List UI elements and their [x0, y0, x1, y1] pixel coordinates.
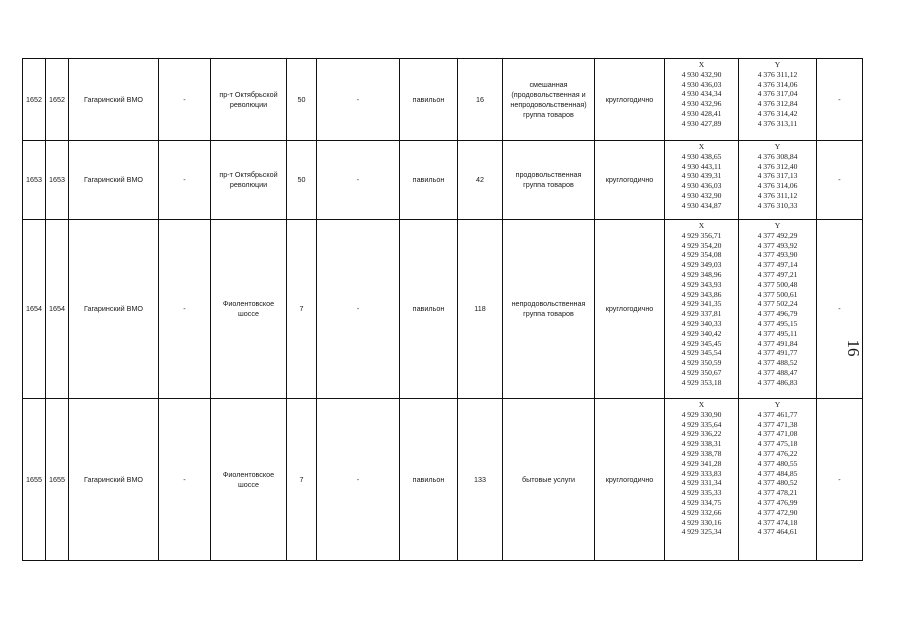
table-row: [23, 59, 863, 141]
coordinate-value: 4 929 330,16: [681, 517, 722, 527]
coordinate-value: 4 377 478,21: [757, 488, 798, 498]
coordinate-value: 4 376 314,42: [757, 108, 798, 118]
coordinate-value: 4 930 436,03: [681, 79, 722, 89]
coordinate-value: 4 929 354,08: [681, 250, 722, 260]
district-cell: Гагаринский ВМО: [69, 399, 159, 561]
coordinate-value: 4 929 338,31: [681, 439, 722, 449]
coordinate-value: 4 929 336,22: [681, 429, 722, 439]
row-number-cell: 1653: [23, 141, 46, 220]
coordinate-header: Y: [774, 142, 781, 151]
specialization-cell: непродовольственная группа товаров: [503, 220, 595, 399]
coordinate-value: 4 377 471,38: [757, 419, 798, 429]
coordinate-header: X: [698, 400, 705, 409]
address-cell: пр-т Октябрьской революции: [211, 141, 287, 220]
coordinate-value: 4 377 488,47: [757, 367, 798, 377]
empty-cell: -: [317, 399, 400, 561]
coordinate-header: Y: [774, 60, 781, 69]
coordinate-value: 4 377 493,90: [757, 250, 798, 260]
coordinates-x-cell: [665, 399, 739, 561]
coordinate-value: 4 929 341,35: [681, 299, 722, 309]
coordinate-value: 4 929 337,81: [681, 309, 722, 319]
specialization-cell: продовольственная группа товаров: [503, 141, 595, 220]
row-number-2-cell: 1655: [46, 399, 69, 561]
coordinate-value: 4 929 340,33: [681, 318, 722, 328]
coordinate-value: 4 377 464,61: [757, 527, 798, 537]
coordinate-value: 4 377 488,52: [757, 358, 798, 368]
coordinate-value: 4 377 476,22: [757, 448, 798, 458]
coordinate-value: 4 377 495,15: [757, 318, 798, 328]
coordinate-value: 4 929 349,03: [681, 260, 722, 270]
coordinate-value: 4 929 348,96: [681, 269, 722, 279]
coordinate-value: 4 377 471,08: [757, 429, 798, 439]
coordinate-value: 4 930 434,87: [681, 200, 722, 210]
coordinate-value: 4 377 475,18: [757, 439, 798, 449]
coordinate-value: 4 376 312,84: [757, 99, 798, 109]
object-type-cell: павильон: [400, 220, 458, 399]
area-cell: 42: [458, 141, 503, 220]
row-number-cell: 1655: [23, 399, 46, 561]
period-cell: круглогодично: [595, 399, 665, 561]
coordinate-value: 4 376 311,12: [757, 190, 798, 200]
table-row: [23, 141, 863, 220]
address-cell: пр-т Октябрьской революции: [211, 59, 287, 141]
coordinate-value: 4 376 312,40: [757, 161, 798, 171]
coordinate-header: Y: [774, 221, 781, 230]
coordinates-y-cell: [739, 399, 817, 561]
object-type-cell: павильон: [400, 141, 458, 220]
coordinate-value: 4 376 311,12: [757, 69, 798, 79]
coordinate-value: 4 929 343,93: [681, 279, 722, 289]
coordinate-value: 4 377 480,55: [757, 458, 798, 468]
house-number-cell: 50: [287, 59, 317, 141]
coordinates-x-cell: [665, 220, 739, 399]
coordinate-value: 4 929 338,78: [681, 448, 722, 458]
coordinate-value: 4 377 461,77: [757, 409, 798, 419]
coordinate-value: 4 929 330,90: [681, 409, 722, 419]
coordinate-value: 4 929 350,67: [681, 367, 722, 377]
coordinate-value: 4 929 340,42: [681, 328, 722, 338]
coordinate-value: 4 930 443,11: [681, 161, 722, 171]
coordinate-value: 4 377 480,52: [757, 478, 798, 488]
district-cell: Гагаринский ВМО: [69, 220, 159, 399]
empty-cell: -: [159, 141, 211, 220]
object-type-cell: павильон: [400, 59, 458, 141]
coordinate-value: 4 929 333,83: [681, 468, 722, 478]
coordinate-value: 4 377 500,48: [757, 279, 798, 289]
coordinates-x-cell: [665, 141, 739, 220]
coordinate-value: 4 929 354,20: [681, 240, 722, 250]
coordinate-value: 4 930 432,90: [681, 69, 722, 79]
empty-cell: -: [317, 220, 400, 399]
coordinate-value: 4 377 491,77: [757, 348, 798, 358]
note-cell: -: [817, 141, 863, 220]
coordinate-value: 4 930 432,90: [681, 190, 722, 200]
object-type-cell: павильон: [400, 399, 458, 561]
coordinate-value: 4 930 427,89: [681, 118, 722, 128]
note-cell: -: [817, 220, 863, 399]
house-number-cell: 7: [287, 399, 317, 561]
coordinate-value: 4 376 314,06: [757, 181, 798, 191]
coordinates-y-cell: [739, 59, 817, 141]
coordinate-value: 4 377 496,79: [757, 309, 798, 319]
row-number-cell: 1654: [23, 220, 46, 399]
coordinate-value: 4 930 439,31: [681, 171, 722, 181]
coordinate-value: 4 929 325,34: [681, 527, 722, 537]
coordinate-value: 4 930 434,34: [681, 89, 722, 99]
period-cell: круглогодично: [595, 141, 665, 220]
coordinate-value: 4 377 476,99: [757, 497, 798, 507]
coordinate-value: 4 929 331,34: [681, 478, 722, 488]
row-number-2-cell: 1652: [46, 59, 69, 141]
registry-table: [22, 58, 863, 561]
table-row: [23, 220, 863, 399]
coordinate-value: 4 376 308,84: [757, 151, 798, 161]
empty-cell: -: [159, 59, 211, 141]
coordinate-value: 4 929 353,18: [681, 377, 722, 387]
coordinate-value: 4 930 436,03: [681, 181, 722, 191]
empty-cell: -: [159, 220, 211, 399]
coordinate-header: Y: [774, 400, 781, 409]
row-number-cell: 1652: [23, 59, 46, 141]
coordinate-value: 4 377 497,21: [757, 269, 798, 279]
specialization-cell: бытовые услуги: [503, 399, 595, 561]
coordinate-value: 4 929 334,75: [681, 497, 722, 507]
page-number: 16: [844, 339, 863, 357]
table-row: [23, 399, 863, 561]
specialization-cell: смешанная (продовольственная и непродовольственная) группа товаров: [503, 59, 595, 141]
coordinates-x-cell: [665, 59, 739, 141]
area-cell: 133: [458, 399, 503, 561]
empty-cell: -: [159, 399, 211, 561]
coordinate-value: 4 376 317,04: [757, 89, 798, 99]
coordinate-value: 4 377 472,90: [757, 507, 798, 517]
coordinate-value: 4 929 345,54: [681, 348, 722, 358]
area-cell: 16: [458, 59, 503, 141]
coordinate-value: 4 377 502,24: [757, 299, 798, 309]
coordinate-value: 4 377 493,92: [757, 240, 798, 250]
coordinate-value: 4 929 335,33: [681, 488, 722, 498]
coordinate-value: 4 377 495,11: [757, 328, 798, 338]
coordinate-value: 4 929 335,64: [681, 419, 722, 429]
coordinates-y-cell: [739, 220, 817, 399]
coordinate-value: 4 929 350,59: [681, 358, 722, 368]
coordinate-header: X: [698, 142, 705, 151]
coordinates-y-cell: [739, 141, 817, 220]
coordinate-value: 4 929 341,28: [681, 458, 722, 468]
empty-cell: -: [317, 59, 400, 141]
coordinate-value: 4 377 486,83: [757, 377, 798, 387]
address-cell: Фиолентовское шоссе: [211, 399, 287, 561]
coordinate-value: 4 930 432,96: [681, 99, 722, 109]
period-cell: круглогодично: [595, 59, 665, 141]
coordinate-value: 4 929 356,71: [681, 230, 722, 240]
coordinate-value: 4 929 345,45: [681, 338, 722, 348]
coordinate-value: 4 930 428,41: [681, 108, 722, 118]
coordinate-value: 4 930 438,65: [681, 151, 722, 161]
coordinate-value: 4 377 497,14: [757, 260, 798, 270]
coordinate-header: X: [698, 60, 705, 69]
coordinate-value: 4 929 332,66: [681, 507, 722, 517]
coordinate-value: 4 377 484,85: [757, 468, 798, 478]
period-cell: круглогодично: [595, 220, 665, 399]
coordinate-header: X: [698, 221, 705, 230]
area-cell: 118: [458, 220, 503, 399]
address-cell: Фиолентовское шоссе: [211, 220, 287, 399]
coordinate-value: 4 377 491,84: [757, 338, 798, 348]
empty-cell: -: [317, 141, 400, 220]
district-cell: Гагаринский ВМО: [69, 141, 159, 220]
row-number-2-cell: 1653: [46, 141, 69, 220]
house-number-cell: 7: [287, 220, 317, 399]
district-cell: Гагаринский ВМО: [69, 59, 159, 141]
row-number-2-cell: 1654: [46, 220, 69, 399]
coordinate-value: 4 376 313,11: [757, 118, 798, 128]
note-cell: -: [817, 399, 863, 561]
coordinate-value: 4 377 500,61: [757, 289, 798, 299]
note-cell: -: [817, 59, 863, 141]
coordinate-value: 4 377 492,29: [757, 230, 798, 240]
coordinate-value: 4 929 343,86: [681, 289, 722, 299]
house-number-cell: 50: [287, 141, 317, 220]
coordinate-value: 4 376 317,13: [757, 171, 798, 181]
coordinate-value: 4 376 314,06: [757, 79, 798, 89]
coordinate-value: 4 377 474,18: [757, 517, 798, 527]
coordinate-value: 4 376 310,33: [757, 200, 798, 210]
